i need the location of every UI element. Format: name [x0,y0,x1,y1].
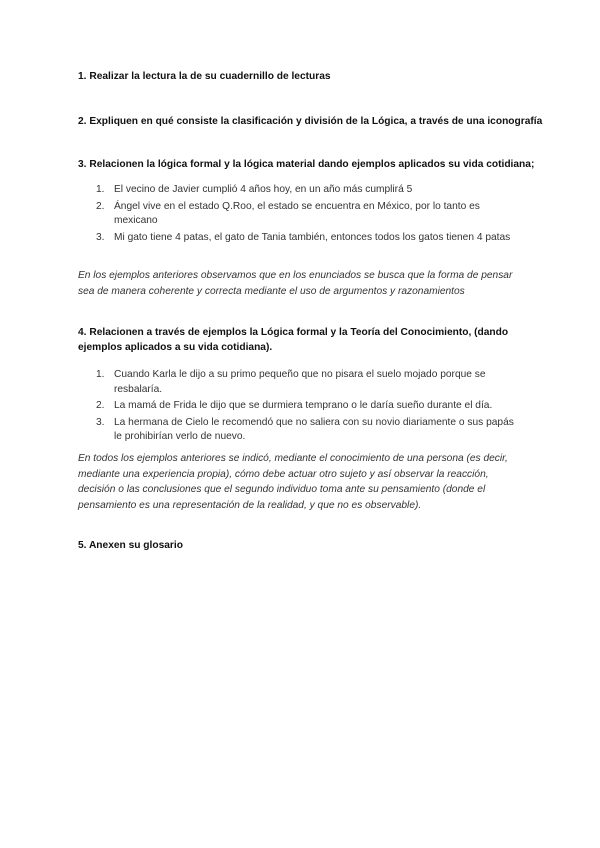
task-3-number: 3. [78,159,87,170]
task-2-number: 2. [78,116,87,127]
list-item-text: Mi gato tiene 4 patas, el gato de Tania también, entonces todos los gatos tienen 4 patas [114,231,511,243]
task-1-number: 1. [78,71,87,82]
task-4-conclusion: En todos los ejemplos anteriores se indicó, mediante el conocimiento de una persona (es decir, mediante una experiencia propia), cómo debe actuar otro sujeto y así observar la reacción, decisión o las conclusiones que el segundo individuo toma ante su pensamiento (donde el pensamiento es una representación de la realidad, y que no es observable). [78,453,508,511]
task-4-text: Relacionen a través de ejemplos la Lógica formal y la Teoría del Conocimiento, (dando ejemplos aplicados a su vida cotidiana). [78,327,509,353]
list-item-text: La hermana de Cielo le recomendó que no saliera con su novio diariamente o sus papás le prohibirían verlo de nuevo. [114,416,514,442]
list-item [96,368,516,397]
task-3-conclusion: En los ejemplos anteriores observamos que en los enunciados se busca que la forma de pensar sea de manera coherente y correcta mediante el uso de argumentos y razonamientos [78,270,513,297]
task-5 [78,538,548,553]
list-item-number: 3. [96,231,105,243]
list-item [96,183,516,198]
task-2 [78,114,548,129]
task-5-number: 5. [78,540,87,551]
task-2-text: Expliquen en qué consiste la clasificación y división de la Lógica, a través de una iconografía [89,116,543,127]
list-item-number: 1. [96,369,105,380]
list-item-number: 3. [96,416,105,428]
list-item-number: 2. [96,400,105,411]
list-item [96,200,516,229]
task-4 [78,325,518,355]
list-item-number: 2. [96,200,105,212]
task-4-number: 4. [78,327,87,338]
task-1-text: Realizar la lectura la de su cuadernillo de lecturas [89,71,331,82]
task-3 [78,157,548,172]
task-1 [78,69,548,84]
list-item-text: Ángel vive en el estado Q.Roo, el estado se encuentra en México, por lo tanto es mexicano [114,200,480,226]
task-3-text: Relacionen la lógica formal y la lógica material dando ejemplos aplicados su vida cotidiana; [89,159,535,170]
list-item [96,399,516,414]
list-item-text: El vecino de Javier cumplió 4 años hoy, en un año más cumplirá 5 [114,184,413,195]
task-3-examples [96,183,516,247]
task-5-text: Anexen su glosario [88,540,183,551]
list-item-number: 1. [96,184,105,195]
list-item [96,416,516,445]
list-item [96,231,516,246]
task-4-examples [96,368,516,447]
list-item-text: Cuando Karla le dijo a su primo pequeño que no pisara el suelo mojado porque se resbalaría. [114,369,486,395]
list-item-text: La mamá de Frida le dijo que se durmiera temprano o le daría sueño durante el día. [114,400,493,411]
